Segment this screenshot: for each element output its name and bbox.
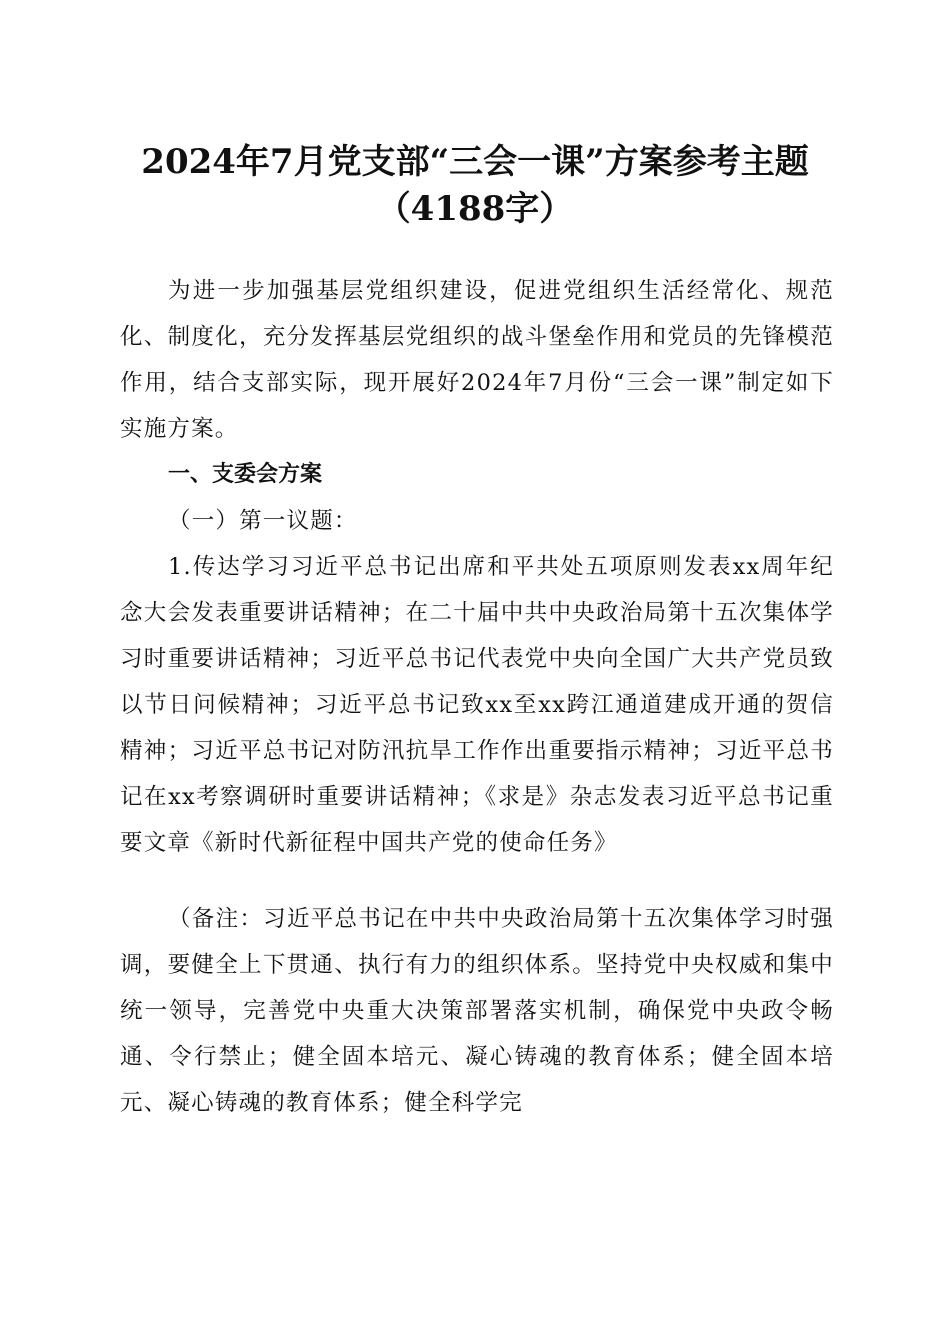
- document-title-word-count: （4188字）: [376, 189, 574, 229]
- section-heading-committee-plan: 一、支委会方案: [168, 462, 323, 487]
- item1-block: [120, 544, 834, 866]
- note-block: [120, 896, 834, 1126]
- item1-paragraph: 1.传达学习习近平总书记出席和平共处五项原则发表xx周年纪念大会发表重要讲话精神；在二十届中共中央政治局第十五次集体学习时重要讲话精神；习近平总书记代表党中央向全国广大共产党员致以节日问候精神；习近平总书记致xx至xx跨江通道建成开通的贺信精神；习近平总书记对防汛抗旱工作作出重要指示精神；习近平总书记在xx考察调研时重要讲话精神；《求是》杂志发表习近平总书记重要文章《新时代新征程中国共产党的使命任务》: [120, 554, 834, 856]
- document-title: 2024年7月党支部“三会一课”方案参考主题: [141, 142, 809, 182]
- note-paragraph: （备注：习近平总书记在中共中央政治局第十五次集体学习时强调，要健全上下贯通、执行有力的组织体系。坚持党中央权威和集中统一领导，完善党中央重大决策部署落实机制，确保党中央政令畅通、令行禁止；健全固本培元、凝心铸魂的教育体系；健全固本培元、凝心铸魂的教育体系；健全科学完: [120, 906, 834, 1116]
- intro-paragraph: 为进一步加强基层党组织建设，促进党组织生活经常化、规范化、制度化，充分发挥基层党组织的战斗堡垒作用和党员的先锋模范作用，结合支部实际，现开展好2024年7月份“三会一课”制定如下实施方案。: [120, 278, 834, 442]
- intro-block: [120, 268, 834, 452]
- subsection-heading-first-topic: （一）第一议题：: [168, 508, 358, 534]
